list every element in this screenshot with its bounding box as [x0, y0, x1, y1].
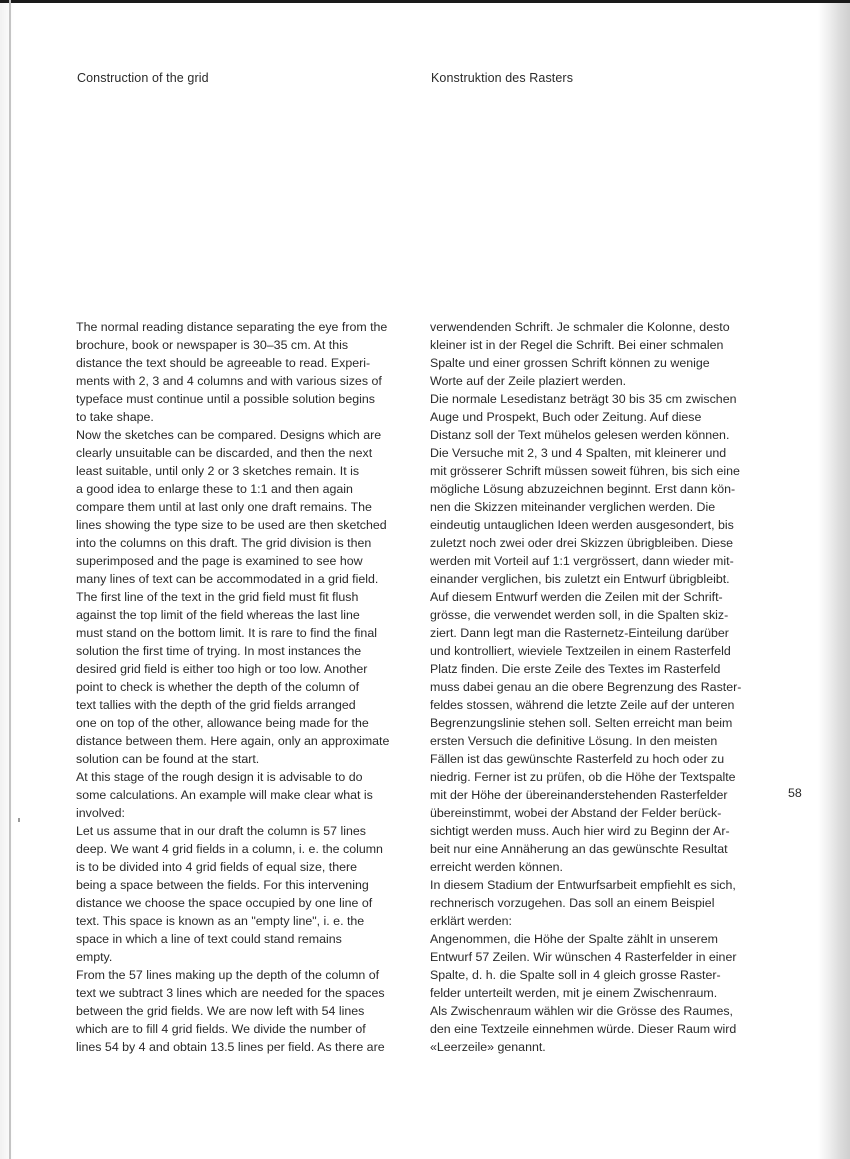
text-line: In diesem Stadium der Entwurfsarbeit empfiehlt es sich, — [430, 878, 736, 892]
text-line: mit der Höhe der übereinanderstehenden Rasterfelder — [430, 788, 728, 802]
text-line: Now the sketches can be compared. Designs which are — [76, 428, 382, 442]
english-text-column — [76, 318, 418, 1056]
text-line: übereinstimmt, wobei der Abstand der Felder berück- — [430, 806, 722, 820]
text-line: clearly unsuitable can be discarded, and then the next — [76, 446, 373, 460]
text-line: The normal reading distance separating the eye from the — [76, 320, 388, 334]
text-line: felder unterteilt werden, mit je einem Zwischenraum. — [430, 986, 718, 1000]
text-line: against the top limit of the field whereas the last line — [76, 608, 360, 622]
text-line: superimposed and the page is examined to see how — [76, 554, 363, 568]
text-line: distance between them. Here again, only an approximate — [76, 734, 390, 748]
text-line: Fällen ist das gewünschte Rasterfeld zu hoch oder zu — [430, 752, 725, 766]
text-line: Die Versuche mit 2, 3 und 4 Spalten, mit kleinerer und — [430, 446, 727, 460]
text-line: which are to fill 4 grid fields. We divide the number of — [76, 1022, 366, 1036]
text-line: compare them until at last only one draft remains. The — [76, 500, 372, 514]
text-line: deep. We want 4 grid fields in a column, i. e. the column — [76, 842, 383, 856]
text-line: ziert. Dann legt man die Rasternetz-Einteilung darüber — [430, 626, 729, 640]
text-line: den eine Textzeile einnehmen würde. Dieser Raum wird — [430, 1022, 737, 1036]
text-line: Angenommen, die Höhe der Spalte zählt in unserem — [430, 932, 718, 946]
text-line: Als Zwischenraum wählen wir die Grösse des Raumes, — [430, 1004, 733, 1018]
text-line: grösse, die verwendet werden soll, in die Spalten skiz- — [430, 608, 729, 622]
text-line: sichtigt werden muss. Auch hier wird zu Beginn der Ar- — [430, 824, 730, 838]
text-line: lines 54 by 4 and obtain 13.5 lines per field. As there are — [76, 1040, 385, 1054]
text-line: At this stage of the rough design it is advisable to do — [76, 770, 363, 784]
margin-mark — [18, 818, 20, 822]
text-line: Entwurf 57 Zeilen. Wir wünschen 4 Rasterfelder in einer — [430, 950, 737, 964]
text-line: Worte auf der Zeile plaziert werden. — [430, 374, 627, 388]
text-line: space in which a line of text could stand remains — [76, 932, 342, 946]
text-line: a good idea to enlarge these to 1:1 and then again — [76, 482, 353, 496]
text-line: kleiner ist in der Regel die Schrift. Bei einer schmalen — [430, 338, 724, 352]
text-line: solution the first time of trying. In most instances the — [76, 644, 362, 658]
text-line: lines showing the type size to be used are then sketched — [76, 518, 387, 532]
running-head-english: Construction of the grid — [77, 71, 209, 85]
text-line: Die normale Lesedistanz beträgt 30 bis 35 cm zwischen — [430, 392, 737, 406]
text-line: empty. — [76, 950, 113, 964]
text-line: eindeutig untauglichen Ideen werden ausgesondert, bis — [430, 518, 734, 532]
text-line: point to check is whether the depth of the column of — [76, 680, 360, 694]
text-line: werden mit Vorteil auf 1:1 vergrössert, dann wieder mit- — [430, 554, 734, 568]
text-line: brochure, book or newspaper is 30–35 cm. At this — [76, 338, 349, 352]
page-number: 58 — [788, 786, 802, 800]
text-line: ments with 2, 3 and 4 columns and with various sizes of — [76, 374, 382, 388]
text-line: The first line of the text in the grid field must fit flush — [76, 590, 359, 604]
text-line: Let us assume that in our draft the column is 57 lines — [76, 824, 366, 838]
text-line: nen die Skizzen miteinander verglichen werden. Die — [430, 500, 716, 514]
text-line: einander verglichen, bis zuletzt ein Entwurf übrigbleibt. — [430, 572, 730, 586]
text-line: is to be divided into 4 grid fields of equal size, there — [76, 860, 358, 874]
text-line: Spalte und einer grossen Schrift können zu wenige — [430, 356, 710, 370]
text-line: typeface must continue until a possible solution begins — [76, 392, 375, 406]
text-line: mit grösserer Schrift müssen soweit führen, bis sich eine — [430, 464, 740, 478]
text-line: Auge und Prospekt, Buch oder Zeitung. Auf diese — [430, 410, 702, 424]
text-line: erreicht werden können. — [430, 860, 563, 874]
text-line: distance we choose the space occupied by one line of — [76, 896, 373, 910]
text-line: ersten Versuch die definitive Lösung. In den meisten — [430, 734, 718, 748]
text-line: Auf diesem Entwurf werden die Zeilen mit der Schrift- — [430, 590, 723, 604]
text-line: beit nur eine Annäherung an das gewünschte Resultat — [430, 842, 728, 856]
text-line: between the grid fields. We are now left with 54 lines — [76, 1004, 365, 1018]
text-line: Spalte, d. h. die Spalte soll in 4 gleich grosse Raster- — [430, 968, 721, 982]
text-line: erklärt werden: — [430, 914, 512, 928]
text-line: Platz finden. Die erste Zeile des Textes im Rasterfeld — [430, 662, 721, 676]
text-line: zuletzt noch zwei oder drei Skizzen übrigbleiben. Diese — [430, 536, 734, 550]
running-head-german: Konstruktion des Rasters — [431, 71, 574, 85]
text-line: feldes stossen, während die letzte Zeile auf der unteren — [430, 698, 735, 712]
text-line: text tallies with the depth of the grid fields arranged — [76, 698, 356, 712]
page-top-edge — [0, 0, 850, 3]
text-line: «Leerzeile» genannt. — [430, 1040, 546, 1054]
text-line: being a space between the fields. For this intervening — [76, 878, 369, 892]
text-line: involved: — [76, 806, 125, 820]
text-line: Begrenzungslinie stehen soll. Selten erreicht man beim — [430, 716, 733, 730]
text-line: into the columns on this draft. The grid division is then — [76, 536, 372, 550]
text-line: Distanz soll der Text mühelos gelesen werden können. — [430, 428, 730, 442]
text-line: least suitable, until only 2 or 3 sketches remain. It is — [76, 464, 360, 478]
binding-shadow — [9, 0, 11, 1159]
text-line: text we subtract 3 lines which are needed for the spaces — [76, 986, 385, 1000]
text-line: und kontrolliert, wieviele Textzeilen in einem Rasterfeld — [430, 644, 731, 658]
text-line: mögliche Lösung abzuzeichnen beginnt. Erst dann kön- — [430, 482, 736, 496]
text-line: rechnerisch vorzugehen. Das soll an einem Beispiel — [430, 896, 715, 910]
text-line: to take shape. — [76, 410, 154, 424]
text-line: From the 57 lines making up the depth of the column of — [76, 968, 380, 982]
text-line: niedrig. Ferner ist zu prüfen, ob die Höhe der Textspalte — [430, 770, 736, 784]
text-line: solution can be found at the start. — [76, 752, 260, 766]
text-line: some calculations. An example will make clear what is — [76, 788, 373, 802]
text-line: verwendenden Schrift. Je schmaler die Kolonne, desto — [430, 320, 730, 334]
text-line: desired grid field is either too high or too low. Another — [76, 662, 368, 676]
text-line: muss dabei genau an die obere Begrenzung des Raster- — [430, 680, 742, 694]
text-line: text. This space is known as an "empty line", i. e. the — [76, 914, 365, 928]
german-text-column — [430, 318, 766, 1056]
text-line: one on top of the other, allowance being made for the — [76, 716, 369, 730]
text-line: distance the text should be agreeable to read. Experi- — [76, 356, 371, 370]
text-line: many lines of text can be accommodated in a grid field. — [76, 572, 379, 586]
text-line: must stand on the bottom limit. It is rare to find the final — [76, 626, 377, 640]
